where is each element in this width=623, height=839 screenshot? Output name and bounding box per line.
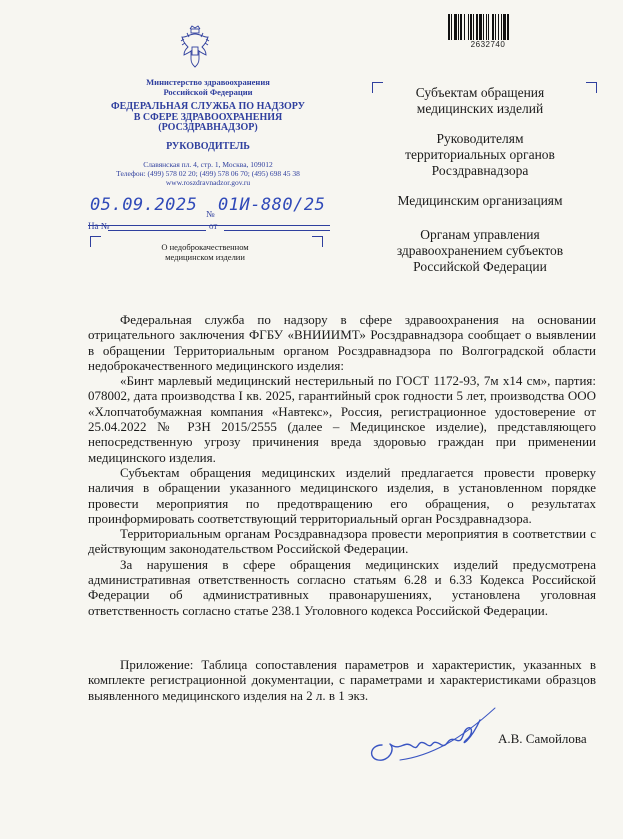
reference-label: На № xyxy=(88,221,110,231)
attachment-note xyxy=(88,657,596,703)
from-label: от xyxy=(209,221,218,231)
body-paragraph-3: Субъектам обращения медицинских изделий предлагается провести проверку наличия в обращении указанного медицинского изделия, в установленном порядке провести мероприятия по предотвращению его обращения, о результатах проинформировать соответствующий территориальный орган Росздравнадзора. xyxy=(88,464,596,526)
body-paragraph-5: За нарушения в сфере обращения медицинских изделий предусмотрена административная ответственность согласно статьям 6.28 и 6.33 Кодекса Российской Федерации об административных правонарушениях, установлена уголовная ответственность согласно статье 238.1 Уголовного кодекса Российской Федерации. xyxy=(88,556,596,618)
recipient-2-line-1: Руководителям xyxy=(436,131,524,146)
service-name xyxy=(88,102,328,134)
barcode xyxy=(448,14,528,40)
letter-body xyxy=(88,312,596,618)
subject-bracket-right xyxy=(312,236,323,247)
issuer-phones: Телефон: (499) 578 02 20; (499) 578 06 70; (495) 698 45 38 xyxy=(116,169,300,178)
issuer-address: Славянская пл. 4, стр. 1, Москва, 109012 xyxy=(143,160,273,169)
subject xyxy=(100,242,310,262)
service-line-1: ФЕДЕРАЛЬНАЯ СЛУЖБА ПО НАДЗОРУ xyxy=(111,101,305,112)
from-date-line xyxy=(224,230,330,231)
recipient-1-line-2: медицинских изделий xyxy=(416,101,544,116)
registration-no-sign: № xyxy=(206,209,215,219)
barcode-number: 2632740 xyxy=(470,40,506,49)
recipient-2 xyxy=(370,131,590,179)
recipient-4-line-1: Органам управления xyxy=(420,227,540,242)
recipient-3 xyxy=(370,193,590,209)
signatory-name: А.В. Самойлова xyxy=(498,731,587,746)
ministry-name xyxy=(98,78,318,97)
registration-number: 01И-880/25 xyxy=(218,195,326,215)
service-line-3: (РОСЗДРАВНАДЗОР) xyxy=(158,122,258,133)
subject-line-1: О недоброкачественном xyxy=(161,242,249,252)
body-paragraph-1: Федеральная служба по надзору в сфере здравоохранения на основании отрицательного заключения ФГБУ «ВНИИИМТ» Росздравнадзора сообщает о выявлении в обращении Территориальным органом Росздравнадзора по Волгоградской области недоброкачественного медицинского изделия: xyxy=(88,312,596,373)
reference-number-line xyxy=(108,230,206,231)
recipient-2-line-3: Росздравнадзора xyxy=(431,163,529,178)
subject-line-2: медицинском изделии xyxy=(165,252,245,262)
registration-date: 05.09.2025 xyxy=(90,195,198,215)
recipient-3-line-1: Медицинским организациям xyxy=(397,193,563,208)
issuer-contacts xyxy=(68,160,348,187)
attachment-text: Приложение: Таблица сопоставления параметров и характеристик, указанных в комплекте регистрационной документации, с параметрами и характеристиками образцов выявленного медицинского изделия на 2 л. в 1 экз. xyxy=(88,657,596,703)
issuer-website: www.roszdravnadzor.gov.ru xyxy=(165,178,251,187)
head-title: РУКОВОДИТЕЛЬ xyxy=(166,141,250,152)
ministry-line-1: Министерство здравоохранения xyxy=(146,77,270,87)
recipient-1 xyxy=(370,85,590,117)
recipient-4 xyxy=(370,227,590,275)
body-paragraph-4: Территориальным органам Росздравнадзора провести мероприятия в соответствии с действующим законодательством Российской Федерации. xyxy=(88,526,596,557)
recipient-2-line-2: территориальных органов xyxy=(405,147,555,162)
recipient-1-line-1: Субъектам обращения xyxy=(415,85,545,100)
service-line-2: В СФЕРЕ ЗДРАВООХРАНЕНИЯ xyxy=(133,111,283,123)
ministry-line-2: Российской Федерации xyxy=(163,86,253,97)
coat-of-arms-icon xyxy=(178,25,212,71)
body-paragraph-2: «Бинт марлевый медицинский нестерильный по ГОСТ 1172-93, 7м х14 см», партия: 078002, дата производства I кв. 2025, гарантийный срок годности 5 лет, производства ООО «Хлопчатобумажная компания «Навтекс», Россия, регистрационное удостоверение от 25.04.2022 № РЗН 2015/2555 (далее – Медицинское изделие), представляющего непосредственную угрозу причинения вреда здоровью граждан при применении медицинского изделия. xyxy=(88,373,596,465)
recipient-4-line-2: здравоохранением субъектов xyxy=(396,243,564,258)
recipient-4-line-3: Российской Федерации xyxy=(413,259,547,274)
handwritten-signature xyxy=(360,700,500,770)
